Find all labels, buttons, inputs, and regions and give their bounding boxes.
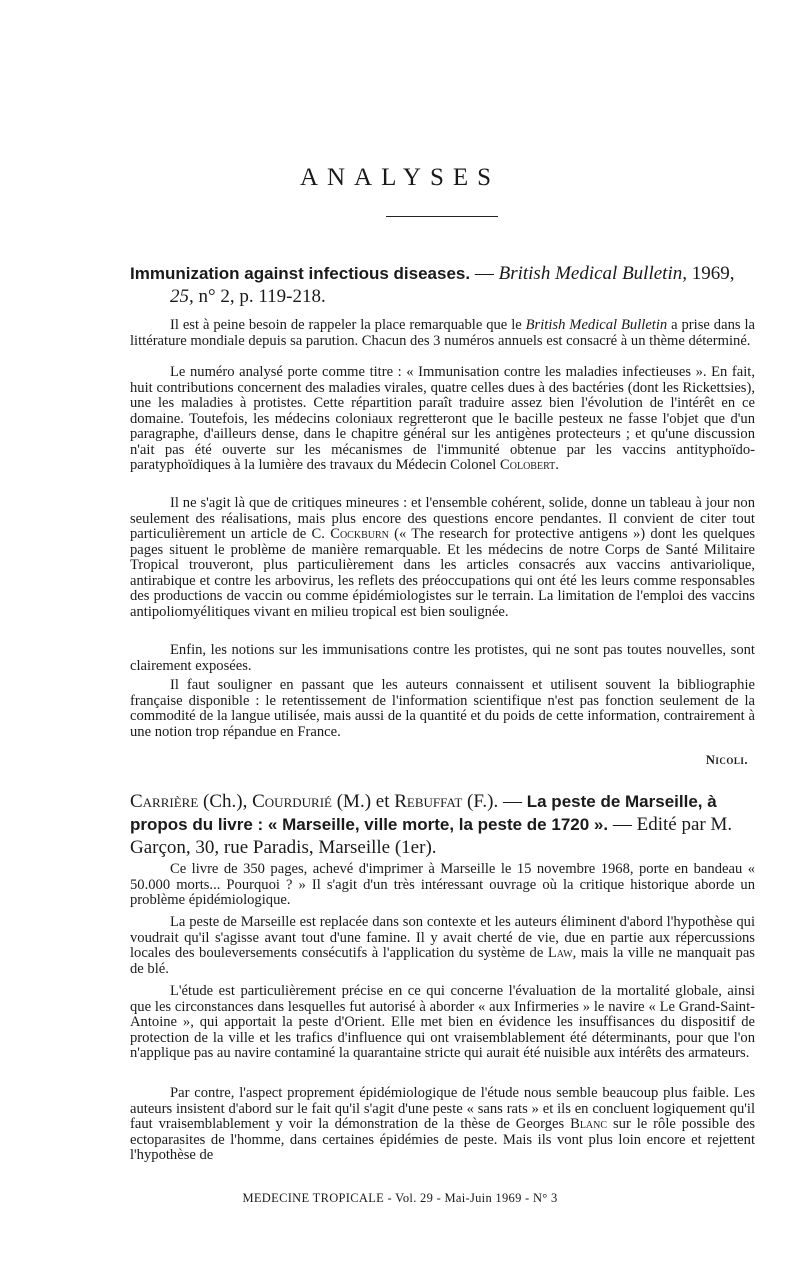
page-footer: MEDECINE TROPICALE - Vol. 29 - Mai-Juin 1969 - N° 3: [242, 1191, 558, 1205]
title-rule: [386, 216, 498, 217]
review-1-journal: British Medical Bulletin,: [498, 263, 687, 284]
review-1-heading: Immunization against infectious diseases. — British Medical Bulletin, 1969, 25, n° 2, p. 119-218.: [130, 263, 735, 307]
review-2-paragraph-1: Ce livre de 350 pages, achevé d'imprimer à Marseille le 15 novembre 1968, porte en bandeau « 50.000 morts... Pourquoi ? » Il s'agit d'un très intéressant ouvrage où la critique historique aborde un problème épidémiologique.: [130, 861, 755, 908]
review-1-paragraph-5: Il faut souligner en passant que les auteurs connaissent et utilisent souvent la bibliographie française disponible : le retentissement de l'information scientifique n'est pas fonction seulement de la commodité de la langue utilisée, mais aussi de la quantité et du poids de cette information, contrairement à une notion trop répandue en France.: [130, 677, 755, 740]
review-2-publisher: — Edité par M. Garçon, 30, rue Paradis, Marseille (1er).: [130, 814, 733, 858]
review-1-paragraph-4: Enfin, les notions sur les immunisations contre les protistes, qui ne sont pas toutes nouvelles, sont clairement exposées.: [130, 642, 755, 674]
review-2-heading: Carrière (Ch.), Courdurié (M.) et Rebuffat (F.). — La peste de Marseille, à propos du livre : « Marseille, ville morte, la peste de 1720 ». — Edité par M. Garçon, 30, rue Paradis, Marseille (1er).: [130, 791, 733, 858]
review-1-paragraph-1: Il est à peine besoin de rappeler la place remarquable que le British Medical Bulletin a prise dans la littérature mondiale depuis sa parution. Chacun des 3 numéros annuels est consacré à un thème déterminé.: [130, 317, 755, 349]
review-1-signature: Nicoli.: [705, 753, 748, 767]
author-1: Carrière: [130, 791, 199, 812]
section-title: ANALYSES: [299, 164, 501, 191]
review-2-paragraph-4: Par contre, l'aspect proprement épidémiologique de l'étude nous semble beaucoup plus faible. Les auteurs insistent d'abord sur le fait qu'il s'agit d'une peste « sans rats » et ils en concluent logiquement qu'il faut vraisemblablement y voir la démonstration de la thèse de Georges Blanc sur le rôle possible des ectoparasites de l'homme, dans certaines épidémies de peste. Mais ils vont plus loin encore et rejettent l'hypothèse de: [130, 1085, 755, 1163]
author-3: Rebuffat: [394, 791, 463, 812]
review-1-volume: 25,: [170, 286, 194, 307]
review-1-paragraph-2: Le numéro analysé porte comme titre : « Immunisation contre les maladies infectieuses ». En fait, huit contributions concernent des maladies virales, quatre celles dues à des bactéries (dont les Rickettsies), une les maladies à protistes. Cette répartition paraît traduire assez bien l'évolution de l'intérêt en ce domaine. Toutefois, les médecins coloniaux regretteront que le bacille pesteux ne fasse l'objet que d'un paragraphe, d'ailleurs dense, dans le chapitre général sur les antigènes protecteurs ; et qu'une discussion n'ait pas été ouverte sur les mécanismes de l'immunité obtenue par les vaccins antityphoïdo-paratyphoïdiques à la lumière des travaux du Médecin Colonel Colobert.: [130, 364, 755, 473]
review-1-title: Immunization against infectious diseases.: [130, 264, 471, 283]
review-2-title: La peste de Marseille, à propos du livre : « Marseille, ville morte, la peste de 1720 ».: [130, 792, 717, 834]
review-2-paragraph-3: L'étude est particulièrement précise en ce qui concerne l'évaluation de la mortalité globale, ainsi que les circonstances dans lesquelles fut autorisé à aborder « aux Infirmeries » le navire « Le Grand-Saint-Antoine », qui apportait la peste d'Orient. Elle met bien en évidence les insuffisances du dispositif de protection de la ville et les trafics d'influence qui ont vraisemblablement été déterminants, pour que l'on n'applique pas au navire contaminé la quarantaine stricte qui aurait été nuisible aux intérêts des armateurs.: [130, 983, 755, 1061]
review-2-paragraph-2: La peste de Marseille est replacée dans son contexte et les auteurs éliminent d'abord l'hypothèse qui voudrait qu'il s'agisse avant tout d'une famine. Il y avait cherté de vie, due en partie aux répercussions locales des bouleversements consécutifs à l'application du système de Law, mais la ville ne manquait pas de blé.: [130, 914, 755, 977]
author-2: Courdurié: [252, 791, 332, 812]
review-1-paragraph-3: Il ne s'agit là que de critiques mineures : et l'ensemble cohérent, solide, donne un tableau à jour non seulement des réalisations, mais plus encore des questions encore pendantes. Il convient de citer tout particulièrement un article de C. Cockburn (« The research for protective antigens ») dont les quelques pages situent le problème de manière remarquable. Et les médecins de notre Corps de Santé Militaire Tropical trouveront, plus particulièrement dans les articles consacrés aux vaccins antivariolique, antirabique et contre les arbovirus, les reflets des préoccupations qui ont été les leurs comme responsables des productions de vaccin ou comme épidémiologistes sur le terrain. La limitation de l'emploi des vaccins antipoliomyélitiques vivant en milieu tropical est bien soulignée.: [130, 495, 755, 620]
